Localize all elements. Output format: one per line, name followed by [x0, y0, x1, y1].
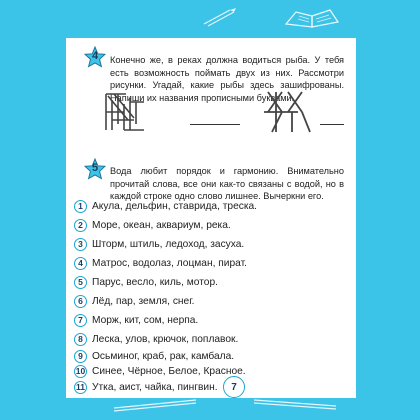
row-number-circle: 7: [74, 314, 87, 327]
row-number-circle: 11: [76, 382, 85, 392]
frame-bottom: [0, 398, 420, 420]
row-number-circle: 2: [74, 219, 87, 232]
answer-line-2[interactable]: [320, 124, 344, 125]
row-text: Акула, дельфин, ставрида, треска.: [92, 200, 258, 212]
book-icon: [282, 6, 342, 28]
task-4-badge: [84, 46, 106, 68]
task-4-text: Конечно же, в реках должна водиться рыба. У тебя есть возможность поймать двух из них. Рассмотри рисунки. Угадай, какие рыбы здесь зашифрованы. Напиши их названия прописными буквами.: [110, 55, 344, 103]
row-number-circle: 1: [74, 200, 87, 213]
task-5-text: Вода любит порядок и гармонию. Внимательно прочитай слова, все они как-то связаны с водой, но в каждой строке одно слово лишнее. Вычеркни его.: [110, 166, 344, 201]
row-number-circle: 9: [74, 350, 87, 363]
row-number-circle: 6: [74, 295, 87, 308]
task-5-badge: [84, 158, 106, 180]
row-text: Утка, аист, чайка, пингвин.: [92, 381, 218, 393]
row-text: Леска, улов, крючок, поплавок.: [92, 333, 239, 345]
row-text: Море, океан, аквариум, река.: [92, 219, 231, 231]
list-item[interactable]: [74, 312, 198, 328]
task-5-number: 5: [91, 162, 99, 174]
list-item[interactable]: [74, 236, 244, 252]
list-item[interactable]: [74, 379, 218, 395]
row-number-circle: 4: [74, 257, 87, 270]
row-text: Парус, весло, киль, мотор.: [92, 276, 218, 288]
list-item[interactable]: [74, 217, 231, 233]
row-text: Шторм, штиль, ледоход, засуха.: [92, 238, 245, 250]
list-item[interactable]: [74, 274, 218, 290]
list-item[interactable]: [74, 293, 195, 309]
list-item[interactable]: [74, 363, 246, 379]
list-item[interactable]: [74, 255, 247, 271]
list-item[interactable]: [74, 331, 238, 347]
row-number-circle: 8: [74, 333, 87, 346]
row-text: Лёд, пар, земля, снег.: [92, 295, 195, 307]
row-text: Матрос, водолаз, лоцман, пират.: [92, 257, 247, 269]
list-item[interactable]: [74, 198, 257, 214]
answer-line-1[interactable]: [190, 124, 240, 125]
ruler-icon: [110, 396, 200, 412]
rebus-fish-1: [104, 90, 184, 134]
pencil-icon: [250, 396, 340, 412]
task-5-text-block: [110, 165, 344, 203]
row-text: Морж, кит, сом, нерпа.: [92, 314, 199, 326]
pencil-icon: [200, 6, 240, 28]
row-number-circle: 5: [74, 276, 87, 289]
row-text: Осьминог, краб, рак, камбала.: [92, 350, 235, 362]
row-number-circle: 3: [74, 238, 87, 251]
page-number: 7: [223, 376, 245, 398]
frame-right: [356, 0, 420, 420]
task-4-number: 4: [91, 50, 99, 62]
list-item[interactable]: [74, 348, 234, 364]
frame-left: [0, 0, 66, 420]
row-number-circle: 10: [75, 366, 86, 376]
row-text: Синее, Чёрное, Белое, Красное.: [92, 365, 246, 377]
rebus-fish-2: [262, 90, 322, 134]
